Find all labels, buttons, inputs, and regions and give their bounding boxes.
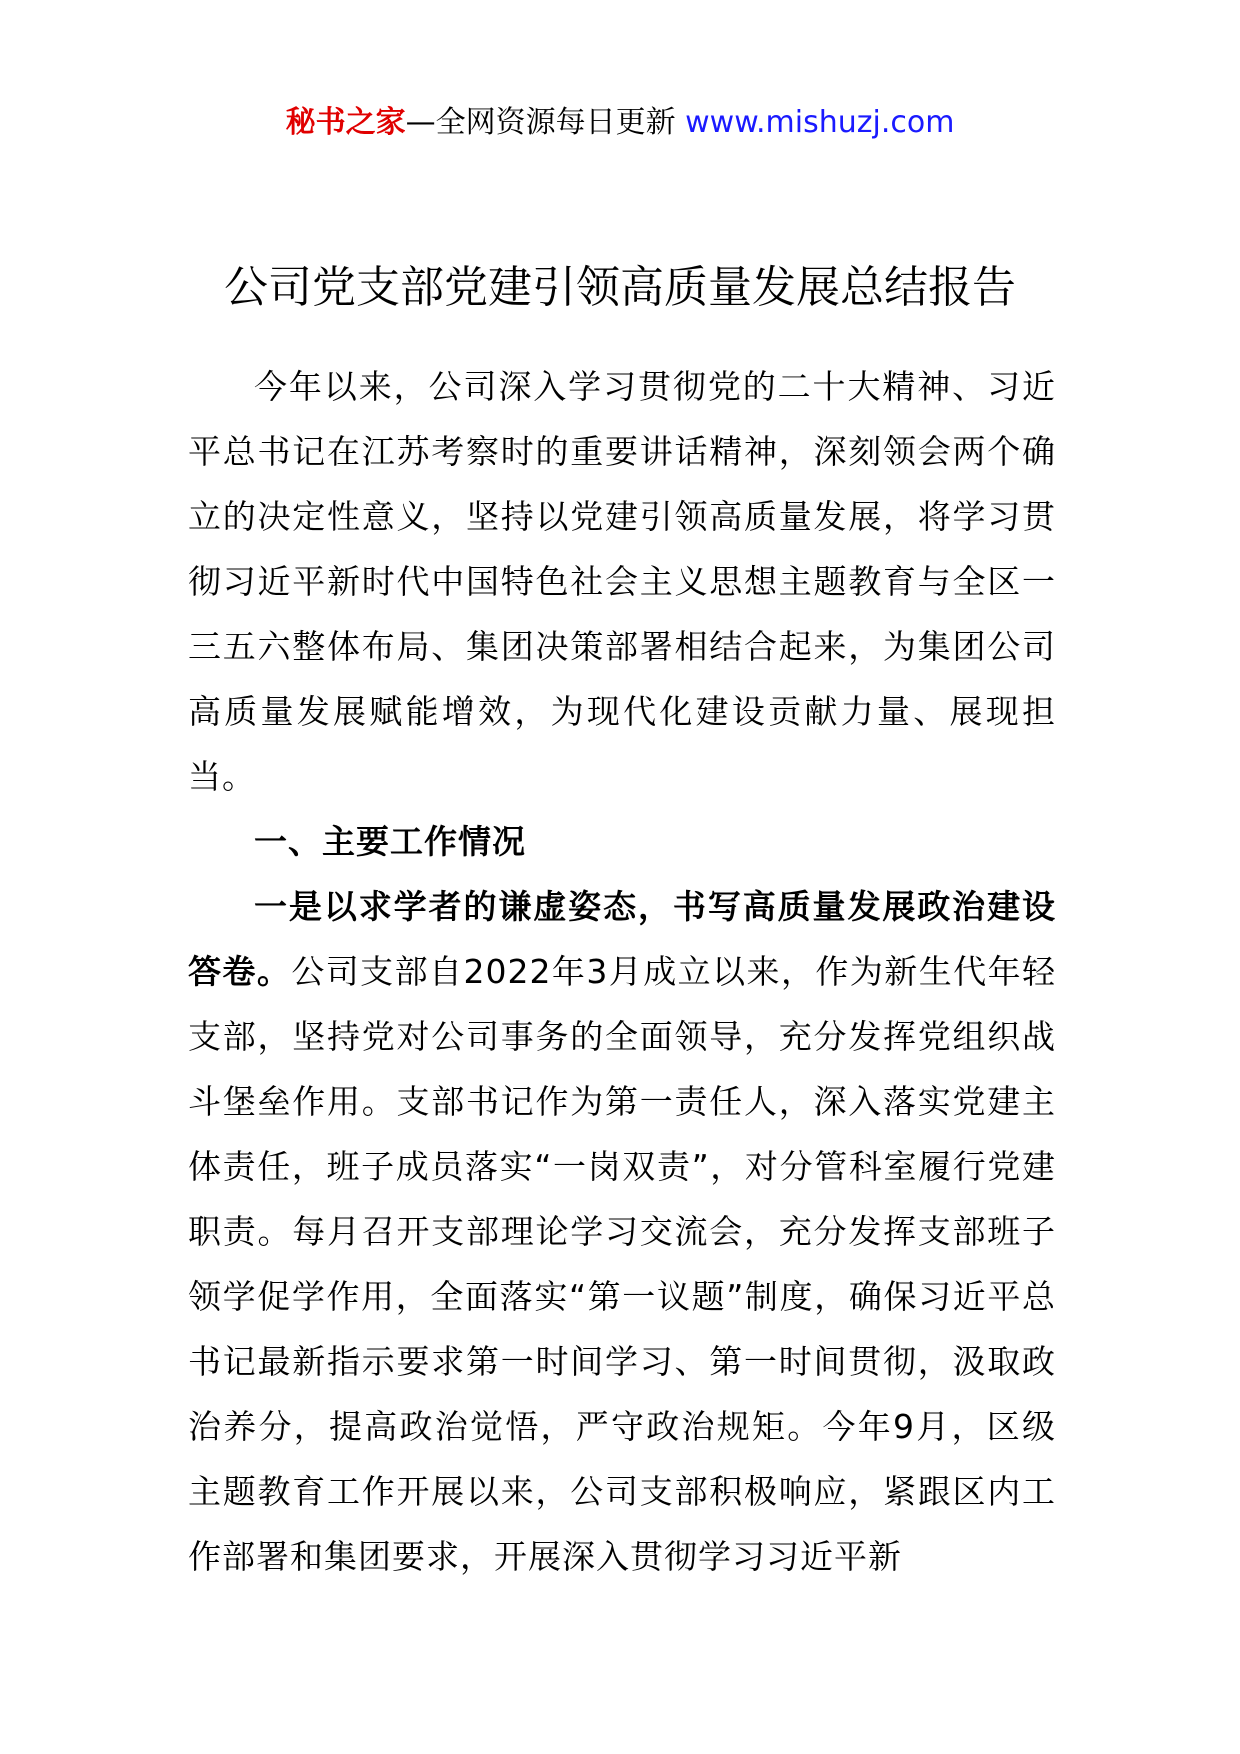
point-one-paragraph (188, 874, 1056, 1589)
point-one-lead: 一是以求学者的谦虚姿态，书写高质量发展政治建设答卷。 (188, 887, 1056, 991)
document-body (188, 354, 1056, 1589)
point-one-body: 公司支部自2022年3月成立以来，作为新生代年轻支部，坚持党对公司事务的全面领导，充分发挥党组织战斗堡垒作用。支部书记作为第一责任人，深入落实党建主体责任，班子成员落实“一岗双责”，对分管科室履行党建职责。每月召开支部理论学习交流会，充分发挥支部班子领学促学作用，全面落实“第一议题”制度，确保习近平总书记最新指示要求第一时间学习、第一时间贯彻，汲取政治养分，提高政治觉悟，严守政治规矩。今年9月，区级主题教育工作开展以来，公司支部积极响应，紧跟区内工作部署和集团要求，开展深入贯彻学习习近平新 (188, 952, 1056, 1576)
document-title: 公司党支部党建引领高质量发展总结报告 (224, 262, 1016, 313)
section-heading: 一、主要工作情况 (254, 822, 526, 861)
header-slogan: —全网资源每日更新 (405, 105, 676, 140)
intro-paragraph: 今年以来，公司深入学习贯彻党的二十大精神、习近平总书记在江苏考察时的重要讲话精神，深刻领会两个确立的决定性意义，坚持以党建引领高质量发展，将学习贯彻习近平新时代中国特色社会主义思想主题教育与全区一三五六整体布局、集团决策部署相结合起来，为集团公司高质量发展赋能增效，为现代化建设贡献力量、展现担当。 (188, 367, 1056, 796)
page-header (0, 100, 1240, 146)
website-link[interactable]: www.mishuzj.com (685, 105, 955, 140)
brand-name: 秘书之家 (285, 105, 406, 140)
